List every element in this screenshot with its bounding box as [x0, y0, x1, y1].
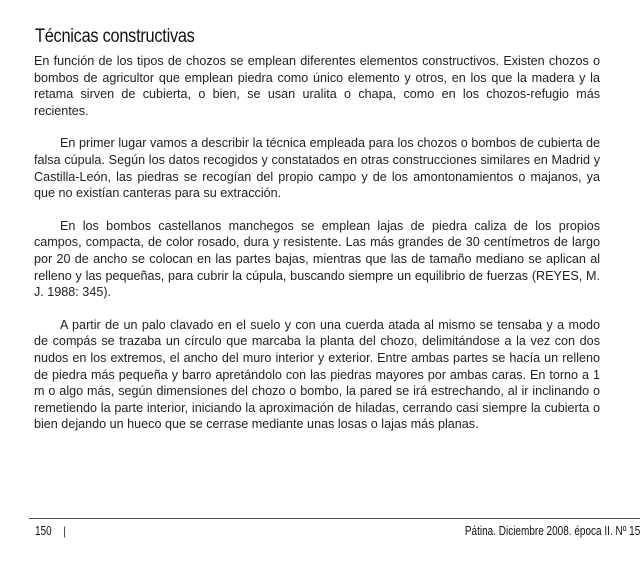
footer-separator: | [63, 524, 67, 538]
section-heading: Técnicas constructivas [35, 26, 195, 47]
paragraph-1: En función de los tipos de chozos se emplean diferentes elementos constructivos. Existen chozos o bombos de agricultor que emplean piedra como único elemento y otros, en los que la madera y la retama sirven de cubierta, o bien, se usan uralita o chapa, como en los chozos-refugio más recientes. [34, 54, 600, 118]
paragraph-2: En primer lugar vamos a describir la técnica empleada para los chozos o bombos de cubierta de falsa cúpula. Según los datos recogidos y constatados en otras construcciones similares en Madrid y Castilla-León, las piedras se recogían del propio campo y de los amontonamientos o majanos, ya que no existían canteras para su extracción. [34, 136, 600, 201]
journal-citation: Pátina. Diciembre 2008. época II. Nº 15 [464, 524, 640, 538]
page-number: 150 [35, 524, 52, 538]
paragraph-3: En los bombos castellanos manchegos se emplean lajas de piedra caliza de los propios campos, compacta, de color rosado, dura y resistente. Las más grandes de 30 centímetros de largo por 20 de ancho se colocan en las partes bajas, mientras que las de tamaño mediano se aplican al relleno y las pequeñas, para cubrir la cúpula, buscando siempre un equilibrio de fuerzas (REYES, M. J. 1988: 345). [34, 218, 600, 300]
paragraph-4: A partir de un palo clavado en el suelo y con una cuerda atada al mismo se tensaba y a modo de compás se trazaba un círculo que marcaba la planta del chozo, delimitándose a la vez con dos nudos en los extremos, el ancho del muro interior y exterior. Entre ambas partes se hacía un relleno de piedra más pequeña y barro apretándolo con las piedras mayores por ambas caras. En torno a 1 m o algo más, según dimensiones del chozo o bombo, la pared se irá estrechando, al ir inclinando o remetiendo la parte interior, iniciando la aproximación de hiladas, cerrando casi siempre la cubierta o bien dejando un hueco que se cerrase mediante unas losas o lajas más planas. [34, 317, 600, 432]
body-text [34, 53, 600, 433]
footer-divider [29, 518, 640, 519]
